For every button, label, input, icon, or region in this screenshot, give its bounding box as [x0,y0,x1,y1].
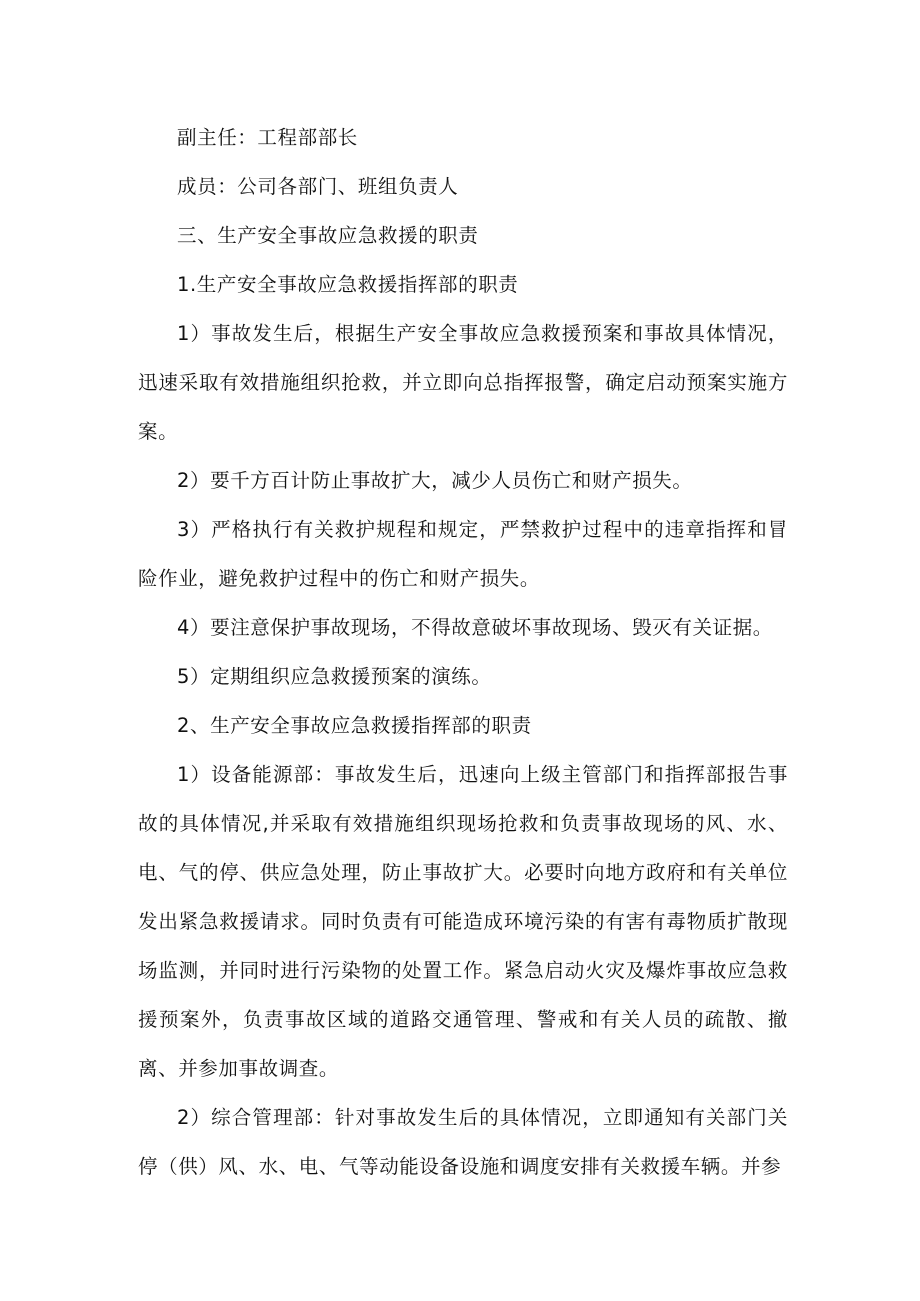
paragraph-deputy-director: 副主任：工程部部长 [177,126,358,149]
subsection-heading-2: 2、生产安全事故应急救援指挥部的职责 [177,714,532,737]
list-item-general-management-dept: 2）综合管理部：针对事故发生后的具体情况，立即通知有关部门关停（供）风、水、电、气等动能设备设施和调度安排有关救援车辆。并参 [138,1106,788,1178]
list-item-1: 1）事故发生后，根据生产安全事故应急救援预案和事故具体情况，迅速采取有效措施组织抢救，并立即向总指挥报警，确定启动预案实施方案。 [138,322,788,443]
list-item-5: 5）定期组织应急救援预案的演练。 [177,665,492,688]
list-item-equipment-energy-dept: 1）设备能源部：事故发生后，迅速向上级主管部门和指挥部报告事故的具体情况,并采取有效措施组织现场抢救和负责事故现场的风、水、电、气的停、供应急处理，防止事故扩大。必要时向地方政府和有关单位发出紧急救援请求。同时负责有可能造成环境污染的有害有毒物质扩散现场监测，并同时进行污染物的处置工作。紧急启动火灾及爆炸事故应急救援预案外，负责事故区域的道路交通管理、警戒和有关人员的疏散、撤离、并参加事故调查。 [138,763,788,1080]
document-body [138,113,788,1191]
list-item-2: 2）要千方百计防止事故扩大，减少人员伤亡和财产损失。 [177,469,693,492]
subsection-heading-1: 1.生产安全事故应急救援指挥部的职责 [177,273,519,296]
list-item-4: 4）要注意保护事故现场，不得故意破坏事故现场、毁灭有关证据。 [177,616,773,639]
section-heading-responsibilities: 三、生产安全事故应急救援的职责 [177,224,479,247]
list-item-3: 3）严格执行有关救护规程和规定，严禁救护过程中的违章指挥和冒险作业，避免救护过程中的伤亡和财产损失。 [138,518,788,590]
paragraph-members: 成员：公司各部门、班组负责人 [177,175,459,198]
